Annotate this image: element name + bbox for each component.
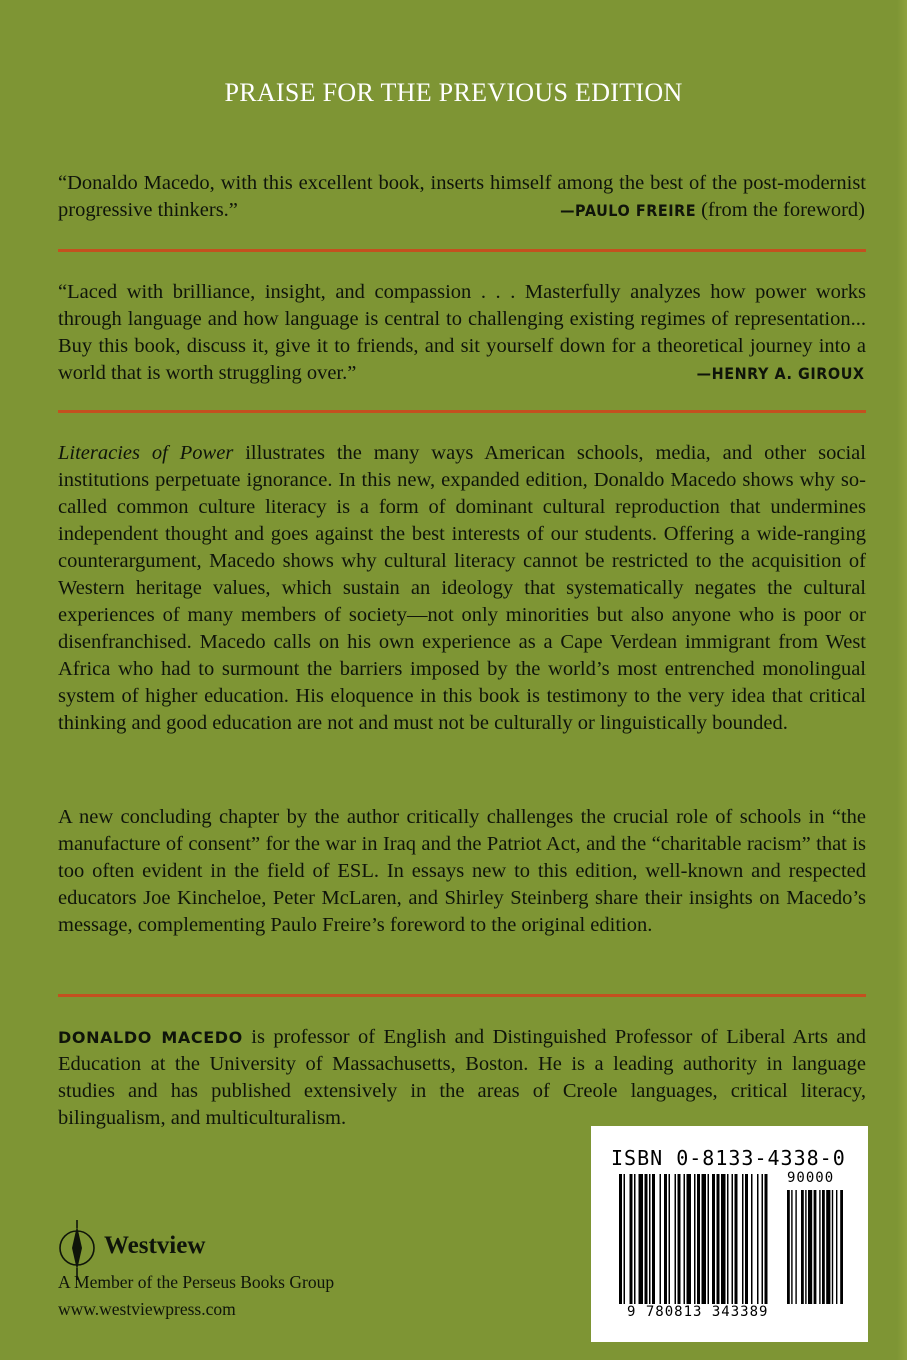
barcode-addon-bar (805, 1190, 806, 1304)
divider-rule (58, 249, 866, 252)
barcode-bar (687, 1174, 692, 1304)
barcode-bar (757, 1174, 759, 1304)
isbn-label: ISBN 0-8133-4338-0 (611, 1146, 846, 1170)
book-title: Literacies of Power (58, 442, 234, 464)
praise-heading: PRAISE FOR THE PREVIOUS EDITION (224, 78, 683, 107)
quote-freire-note: (from the foreword) (701, 199, 865, 221)
quote-freire-attribution (545, 197, 865, 224)
barcode-bar (697, 1174, 700, 1304)
book-description-paragraph-2: A new concluding chapter by the author critically challenges the crucial role of schools in “the manufacture of consent” for the war in Iraq and the Patriot Act, and the “charitable racism” that is too often evident in the field of ESL. In essays new to this edition, well-known and respected educators Joe Kincheloe, Peter McLaren, and Shirley Steinberg share their insights on Macedo’s message, complementing Paulo Freire’s foreword to the original edition. (58, 806, 866, 936)
book-description-body: illustrates the many ways American schools, media, and other social institutions perpetuate ignorance. In this new, expanded edition, Donaldo Macedo shows why so-called common culture literacy is a form of dominant cultural reproduction that undermines independent thought and goes against the best interests of our students. Offering a wide-ranging counterargument, Macedo shows why cultural literacy cannot be restricted to the acquisition of Western heritage values, which sustain an ideology that systematically negates the cultural experiences of many members of society—not only minorities but also anyone who is poor or disenfranchised. Macedo calls on his own experience as a Cape Verdean immigrant from West Africa who had to surmount the barriers imposed by the world’s most entrenched monolingual system of higher education. His eloquence in this book is testimony to the very idea that critical thinking and good education are not and must not be culturally or linguistically bounded. (58, 442, 866, 734)
barcode-addon-bar (832, 1190, 833, 1304)
publisher-member-text: A Member of the Perseus Books Group (58, 1272, 335, 1292)
barcode-bar (624, 1174, 626, 1304)
barcode-addon-bar (826, 1190, 830, 1304)
barcode-bar (664, 1174, 667, 1304)
barcode-bar (717, 1174, 720, 1304)
barcode-bar (678, 1174, 681, 1304)
barcode-addon-bar (791, 1190, 792, 1304)
quote-giroux-attribution (678, 360, 865, 387)
author-bio-text: is professor of English and Distinguished Professor of Liberal Arts and Education at the University of Massachusetts, Boston. He is a leading authority in language studies and has published extensively in the areas of Creole languages, critical literacy, bilingualism, and multiculturalism. (58, 1026, 866, 1129)
quote-giroux-author: —HENRY A. GIROUX (697, 364, 865, 383)
barcode-bar (634, 1174, 636, 1304)
barcode-bar (619, 1174, 622, 1304)
author-name: DONALDO MACEDO (58, 1028, 243, 1047)
author-bio (58, 1024, 866, 1132)
barcode-bar (669, 1174, 671, 1304)
barcode-bar (745, 1174, 748, 1304)
barcode-bar (630, 1174, 633, 1304)
barcode-addon-bar (814, 1190, 817, 1304)
barcode-addon-bar (787, 1190, 790, 1304)
barcode-bar (732, 1174, 734, 1304)
barcode-bar (727, 1174, 729, 1304)
barcode-bar (712, 1174, 715, 1304)
barcode-bar (649, 1174, 651, 1304)
barcode-bar (660, 1174, 662, 1304)
publisher-url: www.westviewpress.com (58, 1299, 236, 1319)
barcode-bar (735, 1174, 738, 1304)
barcode-bar (708, 1174, 710, 1304)
barcode-bar (684, 1174, 686, 1304)
barcode-addon-number: 90000 (787, 1170, 835, 1186)
barcode-addon-bar (819, 1190, 820, 1304)
barcode-bar (721, 1174, 726, 1304)
quote-giroux-text: “Laced with brilliance, insight, and compassion . . . Masterfully analyzes how power works through language and how language is central to challenging existing regimes of representation... Buy this book, discuss it, give it to friends, and sit yourself down for a theoretical journey into a world that is worth struggling over.” (58, 281, 866, 384)
divider-rule (58, 994, 866, 997)
ean-number: 9 780813 343389 (627, 1304, 769, 1320)
barcode-addon-bar (795, 1190, 796, 1304)
barcode-bar (694, 1174, 696, 1304)
barcode-bar (639, 1174, 644, 1304)
spine-edge (897, 0, 907, 1360)
quote-freire-author: —PAULO FREIRE (559, 201, 696, 220)
barcode-bar (751, 1174, 753, 1304)
barcode-bar (675, 1174, 677, 1304)
book-description (58, 440, 866, 737)
barcode-bar (742, 1174, 744, 1304)
barcode-icon (619, 1174, 847, 1314)
barcode-bar (652, 1174, 655, 1304)
barcode-addon-bar (801, 1190, 804, 1304)
barcode-addon-bar (840, 1190, 843, 1304)
barcode-addon-bar (808, 1190, 812, 1304)
barcode-bar (645, 1174, 648, 1304)
publisher-name: Westview (104, 1232, 206, 1259)
barcode-bar (702, 1174, 707, 1304)
barcode-addon-bar (836, 1190, 837, 1304)
barcode-bar (762, 1174, 764, 1304)
barcode-addon-bar (822, 1190, 825, 1304)
barcode-bar (765, 1174, 768, 1304)
barcode-box (591, 1126, 868, 1342)
quote-freire-text: “Donaldo Macedo, with this excellent book, inserts himself among the best of the post-modernist progressive thinkers.” (58, 172, 866, 221)
divider-rule (58, 410, 866, 413)
